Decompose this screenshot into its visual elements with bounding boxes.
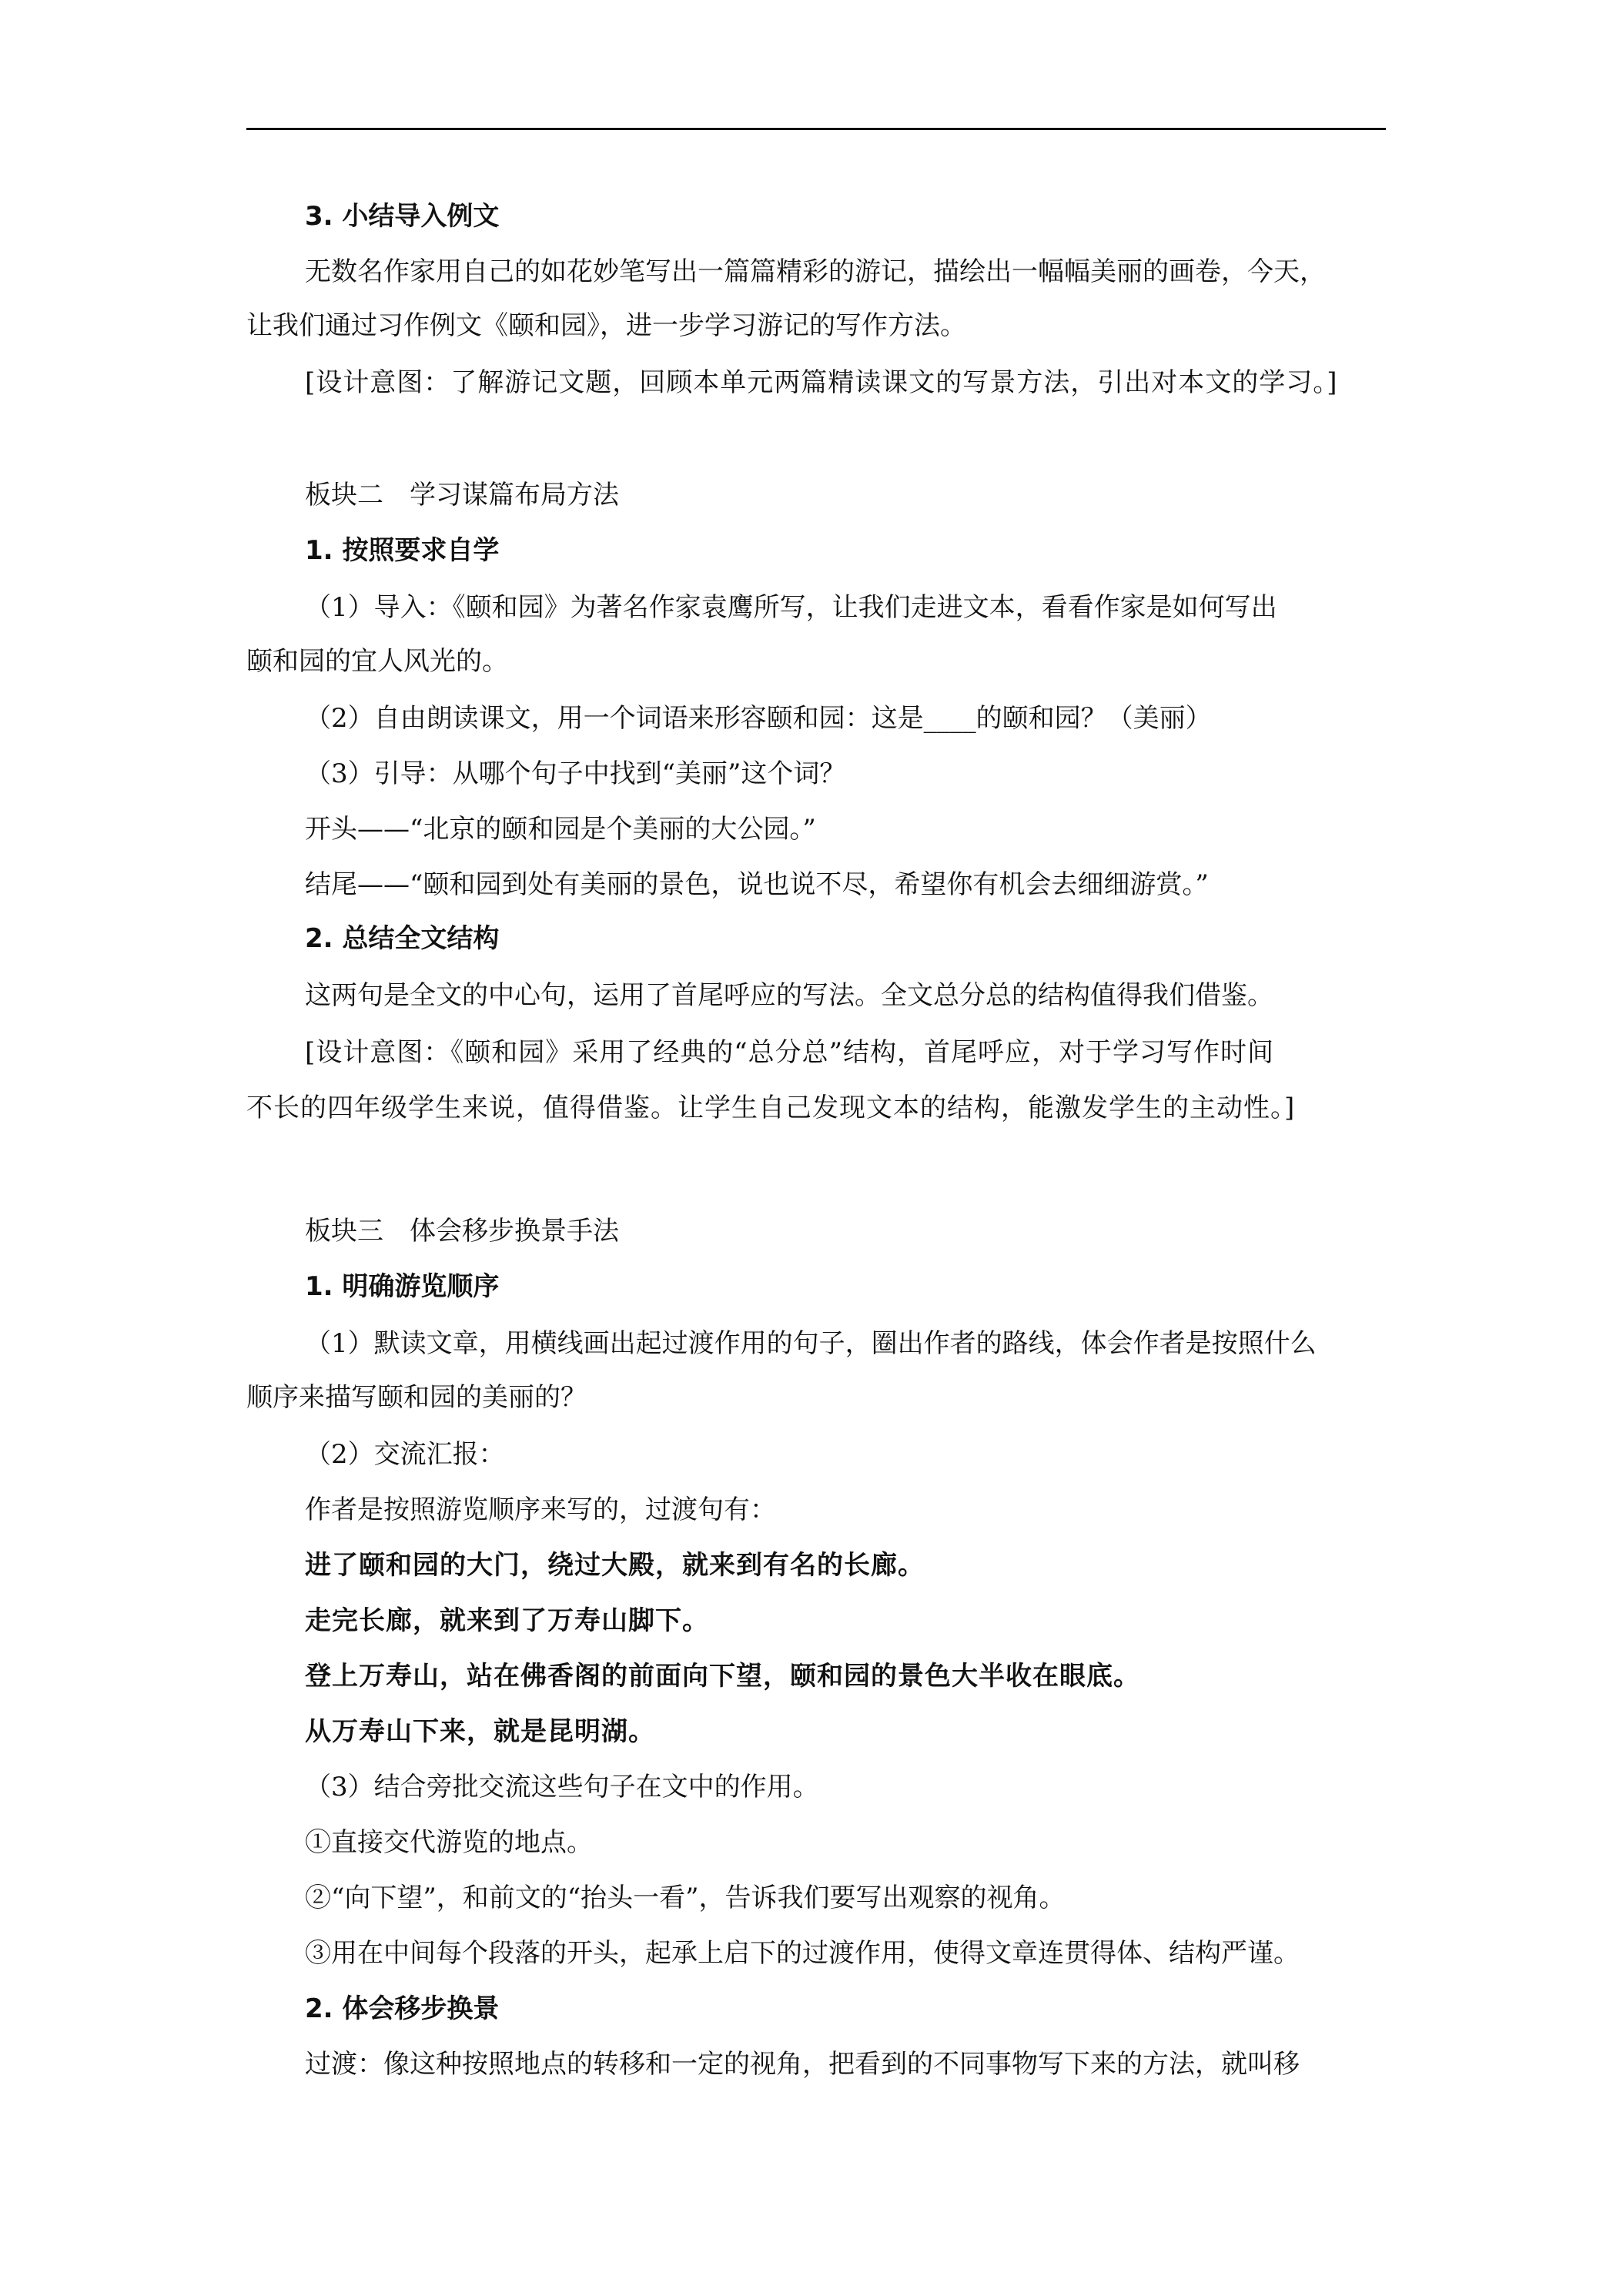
paragraph-line: 顺序来描写颐和园的美丽的？ <box>246 1382 587 1413</box>
header-rule <box>246 128 1386 130</box>
design-intent-note: [设计意图：《颐和园》采用了经典的“总分总”结构，首尾呼应，对于学习写作时间 <box>305 1037 1275 1068</box>
paragraph-line: （1）默读文章，用横线画出起过渡作用的句子，圈出作者的路线，体会作者是按照什么 <box>305 1328 1317 1359</box>
paragraph-line: 过渡：像这种按照地点的转移和一定的视角，把看到的不同事物写下来的方法，就叫移 <box>305 2049 1300 2080</box>
paragraph-line: 作者是按照游览顺序来写的，过渡句有： <box>305 1494 776 1525</box>
paragraph-line: （3）引导：从哪个句子中找到“美丽”这个词？ <box>305 758 846 789</box>
design-intent-note: [设计意图：了解游记文题，回顾本单元两篇精读课文的写景方法，引出对本文的学习。] <box>305 367 1338 398</box>
list-item: ②“向下望”，和前文的“抬头一看”，告诉我们要写出观察的视角。 <box>305 1883 1066 1913</box>
paragraph-line: 这两句是全文的中心句，运用了首尾呼应的写法。全文总分总的结构值得我们借鉴。 <box>305 980 1273 1011</box>
heading-tour-order: 1. 明确游览顺序 <box>305 1271 500 1302</box>
transition-sentence: 从万寿山下来，就是昆明湖。 <box>305 1716 655 1747</box>
paragraph-line: （3）结合旁批交流这些句子在文中的作用。 <box>305 1772 819 1802</box>
transition-sentence: 进了颐和园的大门，绕过大殿，就来到有名的长廊。 <box>305 1550 925 1581</box>
transition-sentence: 走完长廊，就来到了万寿山脚下。 <box>305 1605 709 1636</box>
section-heading-3: 板块三 体会移步换景手法 <box>305 1216 619 1247</box>
heading-self-study: 1. 按照要求自学 <box>305 535 500 566</box>
list-item: ①直接交代游览的地点。 <box>305 1827 593 1858</box>
paragraph-line: 颐和园的宜人风光的。 <box>246 646 508 677</box>
heading-structure: 2. 总结全文结构 <box>305 923 500 954</box>
paragraph-line: 结尾——“颐和园到处有美丽的景色，说也说不尽，希望你有机会去细细游赏。” <box>305 869 1209 900</box>
paragraph-line: 让我们通过习作例文《颐和园》，进一步学习游记的写作方法。 <box>246 310 966 341</box>
paragraph-line: 无数名作家用自己的如花妙笔写出一篇篇精彩的游记，描绘出一幅幅美丽的画卷，今天， <box>305 256 1326 287</box>
paragraph-line: （1）导入：《颐和园》为著名作家袁鹰所写，让我们走进文本，看看作家是如何写出 <box>305 592 1277 623</box>
transition-sentence: 登上万寿山，站在佛香阁的前面向下望，颐和园的景色大半收在眼底。 <box>305 1661 1140 1692</box>
design-intent-note: 不长的四年级学生来说，值得借鉴。让学生自己发现文本的结构，能激发学生的主动性。] <box>246 1093 1296 1123</box>
section-heading-2: 板块二 学习谋篇布局方法 <box>305 480 619 510</box>
list-item: ③用在中间每个段落的开头，起承上启下的过渡作用，使得文章连贯得体、结构严谨。 <box>305 1938 1300 1969</box>
paragraph-line: 开头——“北京的颐和园是个美丽的大公园。” <box>305 814 816 845</box>
paragraph-line: （2）交流汇报： <box>305 1439 505 1470</box>
heading-summary-intro: 3. 小结导入例文 <box>305 201 500 232</box>
heading-shifting-scenery: 2. 体会移步换景 <box>305 1993 500 2024</box>
paragraph-line: （2）自由朗读课文，用一个词语来形容颐和园：这是____的颐和园？（美丽） <box>305 703 1212 734</box>
